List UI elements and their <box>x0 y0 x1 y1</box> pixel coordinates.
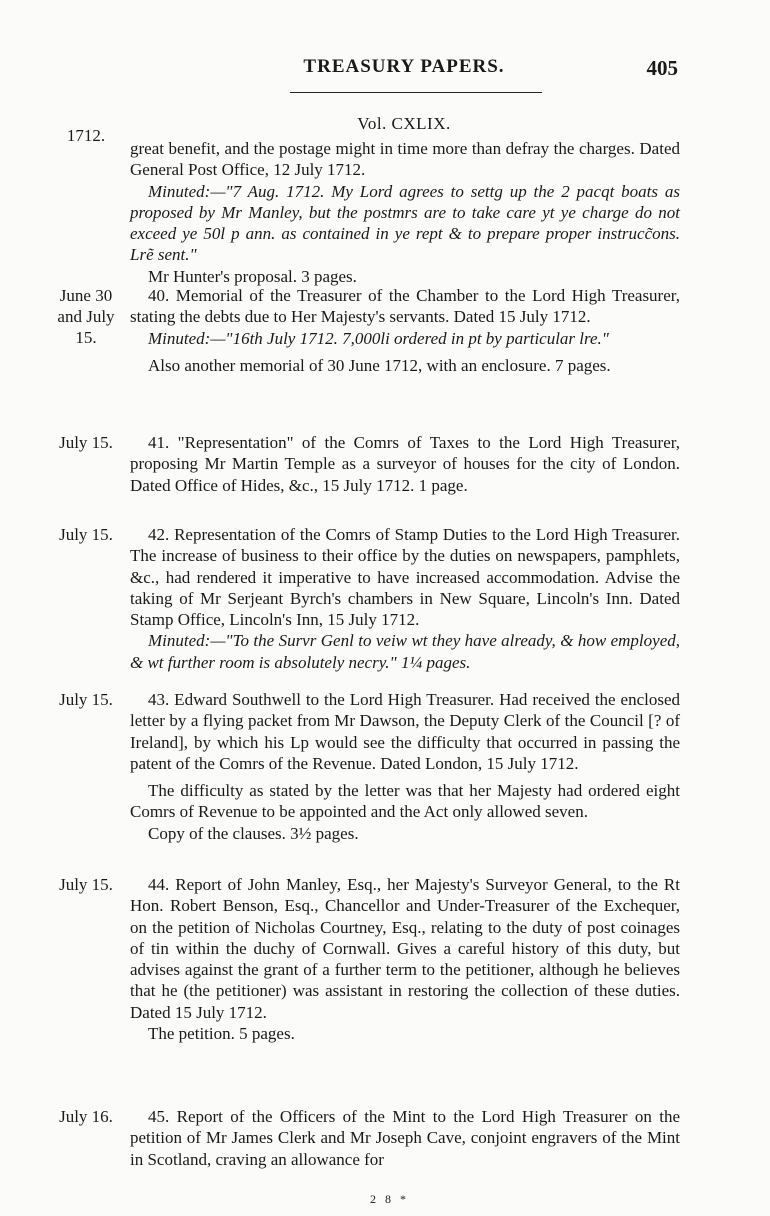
enclosure-paragraph: Also another memorial of 30 June 1712, with an enclosure. 7 pages. <box>148 355 611 375</box>
header-rule <box>290 92 542 93</box>
minute-paragraph: Minuted:—"16th July 1712. 7,000li ordered in pt by particular lre." <box>148 328 609 348</box>
entry-paragraph: great benefit, and the postage might in time more than defray the charges. Dated General Post Office, 12 July 1712. <box>130 139 680 180</box>
entry-text <box>130 874 680 1044</box>
entry-text <box>130 524 680 673</box>
entry-date: 1712. <box>66 126 106 145</box>
entry-date: July 16. <box>59 1107 113 1126</box>
entry-text <box>130 1106 680 1170</box>
entry-date: June 30 and July 15. <box>57 286 115 347</box>
entry-paragraph: 40. Memorial of the Treasurer of the Chamber to the Lord High Treasurer, stating the debts due to Her Majesty's servants. Dated 15 July 1712. <box>130 286 680 327</box>
volume-heading: Vol. CXLIX. <box>357 114 451 133</box>
entry-paragraph: The difficulty as stated by the letter was that her Majesty had ordered eight Comrs of Revenue to be appointed and the Act only allowed seven. <box>130 781 680 822</box>
entry-paragraph: 45. Report of the Officers of the Mint to the Lord High Treasurer on the petition of Mr James Clerk and Mr Joseph Cave, conjoint engravers of the Mint in Scotland, craving an allowance for <box>130 1107 680 1169</box>
entry-paragraph: 43. Edward Southwell to the Lord High Treasurer. Had received the enclosed letter by a flying packet from Mr Dawson, the Deputy Clerk of the Council [? of Ireland], by which his Lp would see the difficulty that occurred in passing the patent of the Comrs of the Revenue. Dated London, 15 July 1712. <box>130 690 680 773</box>
running-header <box>130 56 678 86</box>
entry-date: July 15. <box>59 875 113 894</box>
page-number: 405 <box>646 56 678 80</box>
entry-text <box>130 285 680 376</box>
entry-paragraph: 44. Report of John Manley, Esq., her Majesty's Surveyor General, to the Rt Hon. Robert Benson, Esq., Chancellor and Under-Treasurer of the Exchequer, on the petition of Nicholas Courtney, Esq., relating to the duty of post coinages of tin within the duchy of Cornwall. Gives a careful history of this duty, but advises against the grant of a further term to the petitioner, although he believes that he (the petitioner) was assistant in restoring the collection of these duties. Dated 15 July 1712. <box>130 875 680 1022</box>
entry-date: July 15. <box>59 433 113 452</box>
entry-date: July 15. <box>59 525 113 544</box>
enclosure-paragraph: Copy of the clauses. 3½ pages. <box>148 823 359 843</box>
entry-paragraph: 42. Representation of the Comrs of Stamp Duties to the Lord High Treasurer. The increase of business to their office by the duties on newspapers, pamphlets, &c., had rendered it imperative to have increased accommodation. Advise the taking of Mr Serjeant Byrch's chambers in New Square, Lincoln's Inn. Dated Stamp Office, Lincoln's Inn, 15 July 1712. <box>130 525 680 630</box>
entry-text <box>130 138 680 287</box>
entry-paragraph: 41. "Representation" of the Comrs of Taxes to the Lord High Treasurer, proposing Mr Martin Temple as a surveyor of houses for the city of London. Dated Office of Hides, &c., 15 July 1712. 1 page. <box>130 433 680 495</box>
page-title: TREASURY PAPERS. <box>303 56 505 77</box>
entry-text <box>130 432 680 496</box>
signature-mark: 2 8 * <box>370 1192 409 1206</box>
enclosure-paragraph: Mr Hunter's proposal. 3 pages. <box>148 266 357 286</box>
entry-date: July 15. <box>59 690 113 709</box>
minute-paragraph: Minuted:—"To the Survr Genl to veiw wt they have already, & how employed, & wt further room is absolutely necry." 1¼ pages. <box>130 631 680 672</box>
minute-paragraph: Minuted:—"7 Aug. 1712. My Lord agrees to settg up the 2 pacqt boats as proposed by Mr Manley, but the postmrs are to take care yt ye charge do not exceed ye 50l p ann. as contained in ye rept & to prepare proper instrucc̃ons. Lrẽ sent." <box>130 181 680 265</box>
entry-text <box>130 689 680 844</box>
enclosure-paragraph: The petition. 5 pages. <box>148 1024 295 1044</box>
